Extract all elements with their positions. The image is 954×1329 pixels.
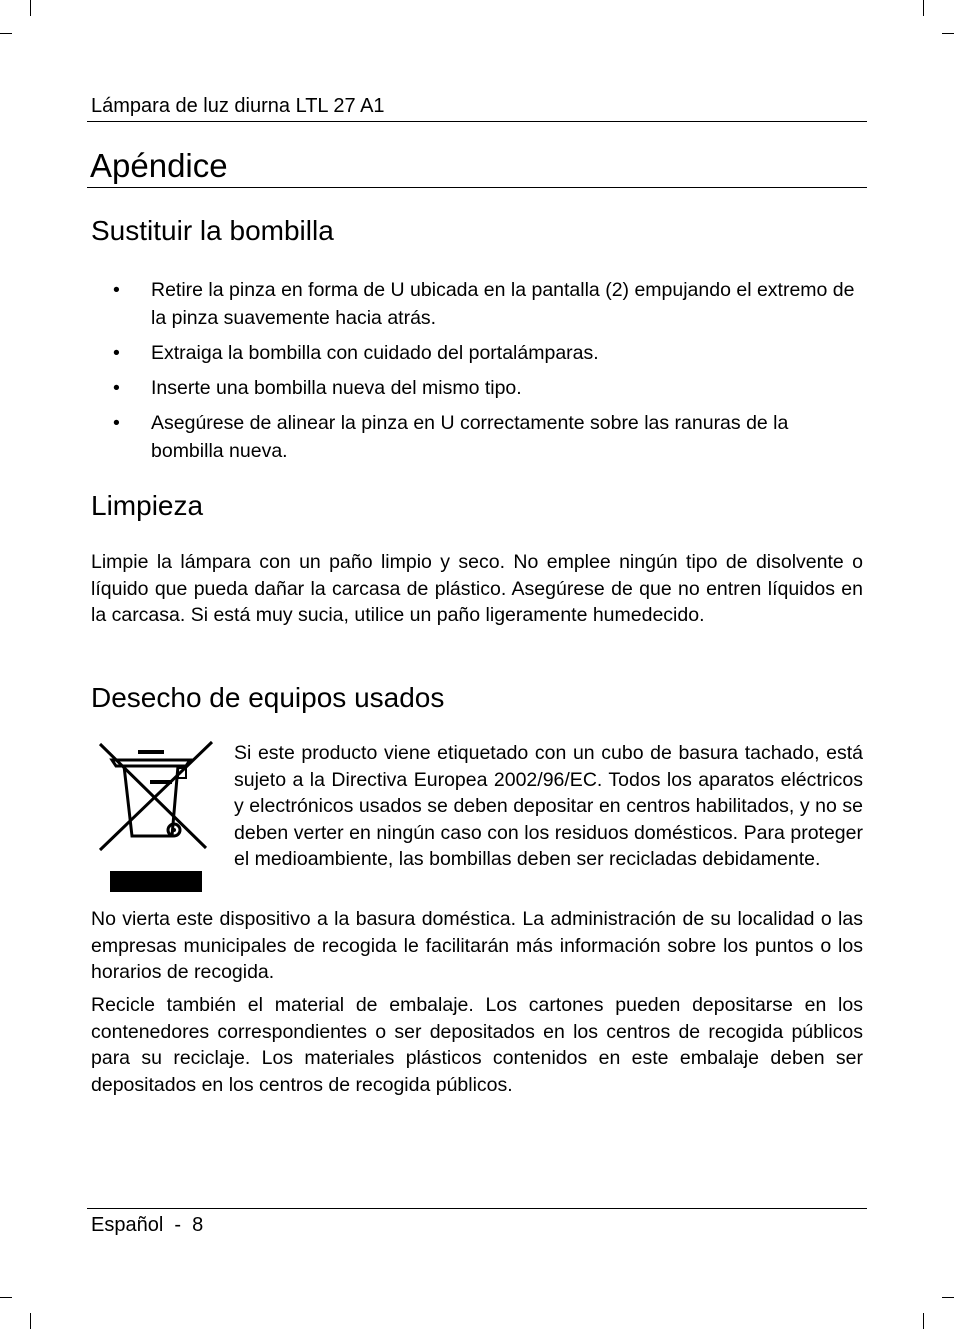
crop-mark bbox=[30, 0, 31, 16]
bulb-steps-list bbox=[91, 276, 863, 472]
section-heading-cleaning: Limpieza bbox=[91, 490, 204, 521]
list-item-text: Inserte una bombilla nueva del mismo tipo. bbox=[151, 377, 522, 399]
list-item-text: Asegúrese de alinear la pinza en U correctamente sobre las ranuras de la bombilla nueva. bbox=[151, 412, 789, 462]
list-item-text: Extraiga la bombilla con cuidado del portalámparas. bbox=[151, 342, 599, 364]
crop-mark bbox=[0, 33, 12, 34]
cleaning-paragraph: Limpie la lámpara con un paño limpio y seco. No emplee ningún tipo de disolvente o líquido que pueda dañar la carcasa de plástico. Asegúrese de que no entren líquidos en la carcasa. Si está muy sucia, utilice un paño ligeramente humedecido. bbox=[91, 551, 863, 626]
weee-paragraph: Si este producto viene etiquetado con un cubo de basura tachado, está sujeto a la Directiva Europea 2002/96/EC. Todos los aparatos eléctricos y electrónicos usados se deben depositar en centros habilitados, y no se deben verter en ningún caso con los residuos domésticos. Para proteger el medioambiente, las bombillas deben ser recicladas debidamente. bbox=[234, 742, 863, 870]
page-title: Apéndice bbox=[90, 147, 228, 184]
section-heading-bulb: Sustituir la bombilla bbox=[91, 215, 334, 246]
crossed-out-wheelie-bin-icon bbox=[94, 738, 216, 898]
crop-mark bbox=[923, 0, 924, 16]
header-rule bbox=[87, 121, 867, 122]
title-rule bbox=[87, 187, 867, 188]
crop-mark bbox=[0, 1297, 12, 1298]
list-item bbox=[91, 409, 863, 465]
list-item bbox=[91, 374, 863, 402]
footer-rule bbox=[87, 1208, 867, 1209]
running-header: Lámpara de luz diurna LTL 27 A1 bbox=[91, 95, 385, 117]
bullet-icon: • bbox=[113, 412, 120, 434]
bullet-icon: • bbox=[113, 342, 120, 364]
section-heading-disposal: Desecho de equipos usados bbox=[91, 682, 445, 713]
disposal-paragraph-2: Recicle también el material de embalaje. Los cartones pueden depositarse en los contenedores correspondientes o ser depositados en los centros de recogida públicos para su reciclaje. Los materiales plásticos contenidos en este embalaje deben ser depositados en los centros de recogida públicos. bbox=[91, 994, 863, 1096]
crop-mark bbox=[30, 1313, 31, 1329]
bullet-icon: • bbox=[113, 377, 120, 399]
list-item-text: Retire la pinza en forma de U ubicada en la pantalla (2) empujando el extremo de la pinza suavemente hacia atrás. bbox=[151, 279, 855, 329]
crop-mark bbox=[942, 1297, 954, 1298]
page-footer: Español - 8 bbox=[91, 1214, 204, 1236]
disposal-paragraph-1: No vierta este dispositivo a la basura doméstica. La administración de su localidad o las empresas municipales de recogida le facilitarán más información sobre los puntos o los horarios de recogida. bbox=[91, 908, 863, 983]
crop-mark bbox=[923, 1313, 924, 1329]
list-item bbox=[91, 339, 863, 367]
crop-mark bbox=[942, 33, 954, 34]
list-item bbox=[91, 276, 863, 332]
bullet-icon: • bbox=[113, 279, 120, 301]
